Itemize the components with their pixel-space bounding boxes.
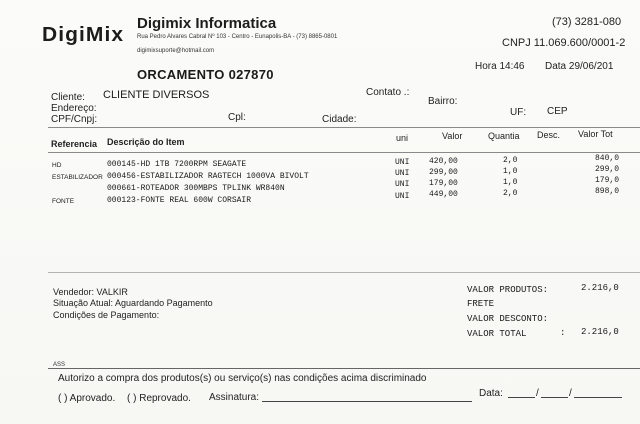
cpl-label: Cpl: <box>228 112 246 123</box>
table-header-rule <box>48 152 640 153</box>
reprovado-option[interactable]: ( ) Reprovado. <box>127 393 191 404</box>
row-total: 898,0 <box>595 187 620 196</box>
row-uni: UNI <box>395 158 410 167</box>
data-day-line[interactable] <box>508 397 535 398</box>
data-year-line[interactable] <box>574 397 622 398</box>
col-quantia: Quantia <box>488 131 520 141</box>
valor-total-value: 2.216,0 <box>581 327 619 337</box>
valor-desconto-label: VALOR DESCONTO: <box>467 314 549 324</box>
row-qtd: 1,0 <box>503 167 518 176</box>
row-total: 179,0 <box>595 176 620 185</box>
endereco-label: Endereço: <box>51 103 97 114</box>
row-total: 299,0 <box>595 165 620 174</box>
contato-label: Contato .: <box>366 87 410 98</box>
row-uni: UNI <box>395 180 410 189</box>
company-email: digimixsuporte@hotmail.com <box>137 48 215 54</box>
valor-total-label: VALOR TOTAL <box>467 329 527 339</box>
col-uni: uni <box>396 133 409 143</box>
bairro-label: Bairro: <box>428 96 458 107</box>
cidade-label: Cidade: <box>322 114 357 125</box>
row-valor: 420,00 <box>429 157 458 166</box>
cliente-value: CLIENTE DIVERSOS <box>103 89 210 101</box>
valor-total-colon: : <box>560 328 566 338</box>
row-uni: UNI <box>395 192 410 201</box>
date-slash-1: / <box>536 388 539 399</box>
footer-rule <box>48 272 640 273</box>
quote-title: ORCAMENTO 027870 <box>137 67 274 82</box>
date-slash-2: / <box>569 388 572 399</box>
col-ref: Referencia <box>51 139 98 149</box>
col-valor: Valor <box>442 131 463 141</box>
row-uni: UNI <box>395 169 410 178</box>
condicoes-pagamento: Condições de Pagamento: <box>53 310 160 320</box>
uf-label: UF: <box>510 107 527 118</box>
row-desc: 000145-HD 1TB 7200RPM SEAGATE <box>107 160 247 169</box>
row-qtd: 2,0 <box>503 189 518 198</box>
valor-produtos-value: 2.216,0 <box>581 283 619 293</box>
company-cnpj: CNPJ 11.069.600/0001-2 <box>502 37 626 49</box>
autorizo-text: Autorizo a compra dos produtos(s) ou serviço(s) nas condições acima discriminado <box>58 373 427 384</box>
cliente-label: Cliente: <box>51 92 85 103</box>
company-phone: (73) 3281-080 <box>552 16 622 28</box>
vendedor: Vendedor: VALKIR <box>53 287 128 297</box>
frete-label: FRETE <box>467 299 495 309</box>
data-label: Data: <box>479 388 503 399</box>
ass-label: ASS <box>53 362 66 368</box>
row-ref: FONTE <box>52 198 75 205</box>
row-desc: 000456-ESTABILIZADOR RAGTECH 1000VA BIVOLT <box>107 172 309 181</box>
company-address: Rua Pedro Alvares Cabral Nº 103 - Centro - Eunapolis-BA - (73) 8865-0801 <box>137 34 338 40</box>
valor-produtos-label: VALOR PRODUTOS: <box>467 285 549 295</box>
col-desc-pct: Desc. <box>537 130 561 140</box>
row-ref: HD <box>52 162 62 169</box>
row-desc: 000123-FONTE REAL 600W CORSAIR <box>107 196 252 205</box>
quote-date: Data 29/06/201 <box>545 61 614 72</box>
row-ref: ESTABILIZADOR <box>52 174 103 181</box>
table-top-rule <box>48 127 640 128</box>
assinatura-label: Assinatura: <box>209 392 260 403</box>
cep-label: CEP <box>547 106 568 117</box>
company-logo: DigiMix <box>42 24 125 46</box>
row-valor: 179,00 <box>429 179 458 188</box>
row-desc: 000661-ROTEADOR 300MBPS TPLINK WR840N <box>107 184 285 193</box>
row-valor: 299,00 <box>429 168 458 177</box>
data-month-line[interactable] <box>541 397 568 398</box>
cpf-label: CPF/Cnpj: <box>51 114 98 125</box>
company-name: Digimix Informatica <box>137 15 277 32</box>
assinatura-line[interactable] <box>262 401 472 402</box>
row-qtd: 2,0 <box>503 156 518 165</box>
row-valor: 449,00 <box>429 190 458 199</box>
situacao: Situação Atual: Aguardando Pagamento <box>53 298 213 308</box>
aprovado-option[interactable]: ( ) Aprovado. <box>58 393 116 404</box>
col-valor-total: Valor Tot <box>578 129 613 139</box>
row-total: 840,0 <box>595 154 620 163</box>
ass-line <box>48 368 640 369</box>
quote-time: Hora 14:46 <box>475 61 525 72</box>
row-qtd: 1,0 <box>503 178 518 187</box>
col-desc: Descrição do Item <box>107 137 185 147</box>
